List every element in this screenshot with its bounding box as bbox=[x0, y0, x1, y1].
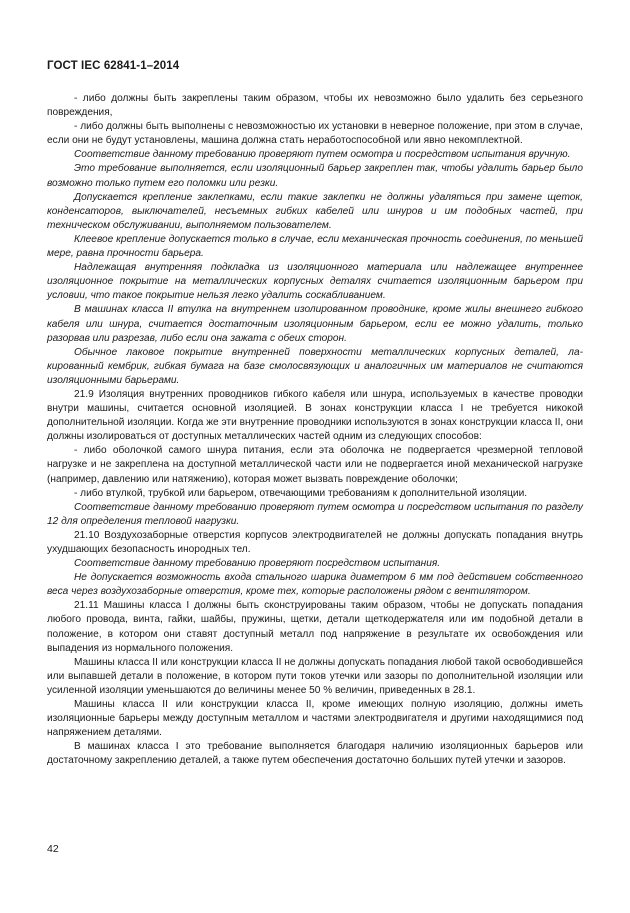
paragraph-5: Допускается крепление заклепками, если такие заклепки не должны удаляться при замене щеток, конденсаторов, выключателей, несъемных гибких кабелей или шнуров и им подобных частей, при техническом обслуживании, выполняемом пользователем. bbox=[47, 191, 583, 231]
document-header: ГОСТ IEC 62841-1–2014 bbox=[47, 60, 180, 72]
paragraph-10: 21.9 Изоляция внутренних проводников гибкого кабеля или шнура, используемых в качестве проводки внутри машины, считается основной изоляцией. В зонах конструкции класса I не требуется никокой дополнительной изоляции. Когда же эти внутренние проводники используются в зонах конструкции класса II, они должны изолироваться от доступных металлических частей одним из следующих способов: bbox=[47, 388, 583, 443]
paragraph-1: - либо должны быть закреплены таким образом, чтобы их невозможно было удалить без серьезного повреждения, bbox=[47, 93, 583, 119]
paragraph-4: Это требование выполняется, если изоляционный барьер закреплен так, чтобы удалить барьер было возможно только путем его поломки или резки. bbox=[47, 163, 583, 189]
paragraph-17: 21.11 Машины класса I должны быть сконструированы таким образом, чтобы не допускать попадания любого провода, винта, гайки, шайбы, пружины, щетки, детали щеткодержателя или им подобной детали в положение, в котором они ставят доступный металл под напряжение в результате их освобождения или выпадения из нормального положения. bbox=[47, 600, 583, 654]
paragraph-16: Не допускается возможность входа стального шарика диаметром 6 мм под действием собственного веса через воздухозаборные отверстия, кроме тех, которые расположены рядом с вентилятором. bbox=[47, 572, 583, 598]
paragraph-6: Клеевое крепление допускается только в случае, если механическая прочность соединения, по меньшей мере, равна прочности барьера. bbox=[47, 233, 583, 260]
page-body bbox=[47, 92, 583, 769]
paragraph-20: В машинах класса I это требование выполняется благодаря наличию изоляционных барьеров или достаточному закреплению деталей, а также путем обеспечения достаточно больших путей утечки и зазоров. bbox=[47, 741, 583, 767]
paragraph-9: Обычное лаковое покрытие внутренней поверхности металлических корпусных деталей, лакированный кембрик, гибкая бумага на базе смолосвязующих и аналогичных им материалов не считаются изоляционными барьерами. bbox=[47, 346, 583, 386]
paragraph-19: Машины класса II или конструкции класса II, кроме имеющих полную изоляцию, должны иметь изоляционные барьеры между доступным металлом и частями электродвигателя и другими находящимися под напряжением деталями. bbox=[47, 699, 583, 739]
paragraph-12: - либо втулкой, трубкой или барьером, отвечающими требованиям к дополнительной изоляции. bbox=[74, 487, 528, 499]
paragraph-7: Надлежащая внутренняя подкладка из изоляционного материала или надлежащее внутреннее изоляционное покрытие на металлических корпусных деталях считается изоляционным барьером при условии, что такое покрытие нельзя легко удалить соскабливанием. bbox=[47, 262, 583, 302]
paragraph-15: Соответствие данному требованию проверяют посредством испытания. bbox=[74, 558, 441, 570]
paragraph-8: В машинах класса II втулка на внутреннем изолированном проводнике, кроме жилы внешнего гибкого кабеля или шнура, считается достаточным изоляционным барьером, если ее можно удалить, только разорвав или разрезав, либо если она зажата с обеих сторон. bbox=[47, 304, 583, 344]
page-number: 42 bbox=[47, 843, 59, 855]
paragraph-3: Соответствие данному требованию проверяют путем осмотра и посредством испытания вручную. bbox=[74, 149, 571, 161]
paragraph-18: Машины класса II или конструкции класса II не должны допускать попадания любой такой освободившейся или выпавшей детали в положение, в котором пути токов утечки или зазоры по дополнительной изоляции или усиленной изоляции уменьшаются до величины менее 50 % величин, приведенных в 28.1. bbox=[47, 656, 583, 696]
paragraph-13: Соответствие данному требованию проверяют путем осмотра и посредством испытания по разделу 12 для определения тепловой нагрузки. bbox=[47, 501, 583, 527]
paragraph-11: - либо оболочкой самого шнура питания, если эта оболочка не подвергается чрезмерной тепловой нагрузке и не закреплена на доступной металлической части или не подвергается иной механической нагрузке (например, давлению или натяжению), которая может вызвать повреждение оболочки; bbox=[47, 445, 583, 485]
paragraph-2: - либо должны быть выполнены с невозможностью их установки в неверное положение, при этом в случае, если они не будут установлены, машина должна стать неработоспособной или явно некомплектной. bbox=[47, 121, 583, 147]
paragraph-14: 21.10 Воздухозаборные отверстия корпусов электродвигателей не должны допускать попадания внутрь ухудшающих безопасность инородных тел. bbox=[47, 529, 583, 555]
